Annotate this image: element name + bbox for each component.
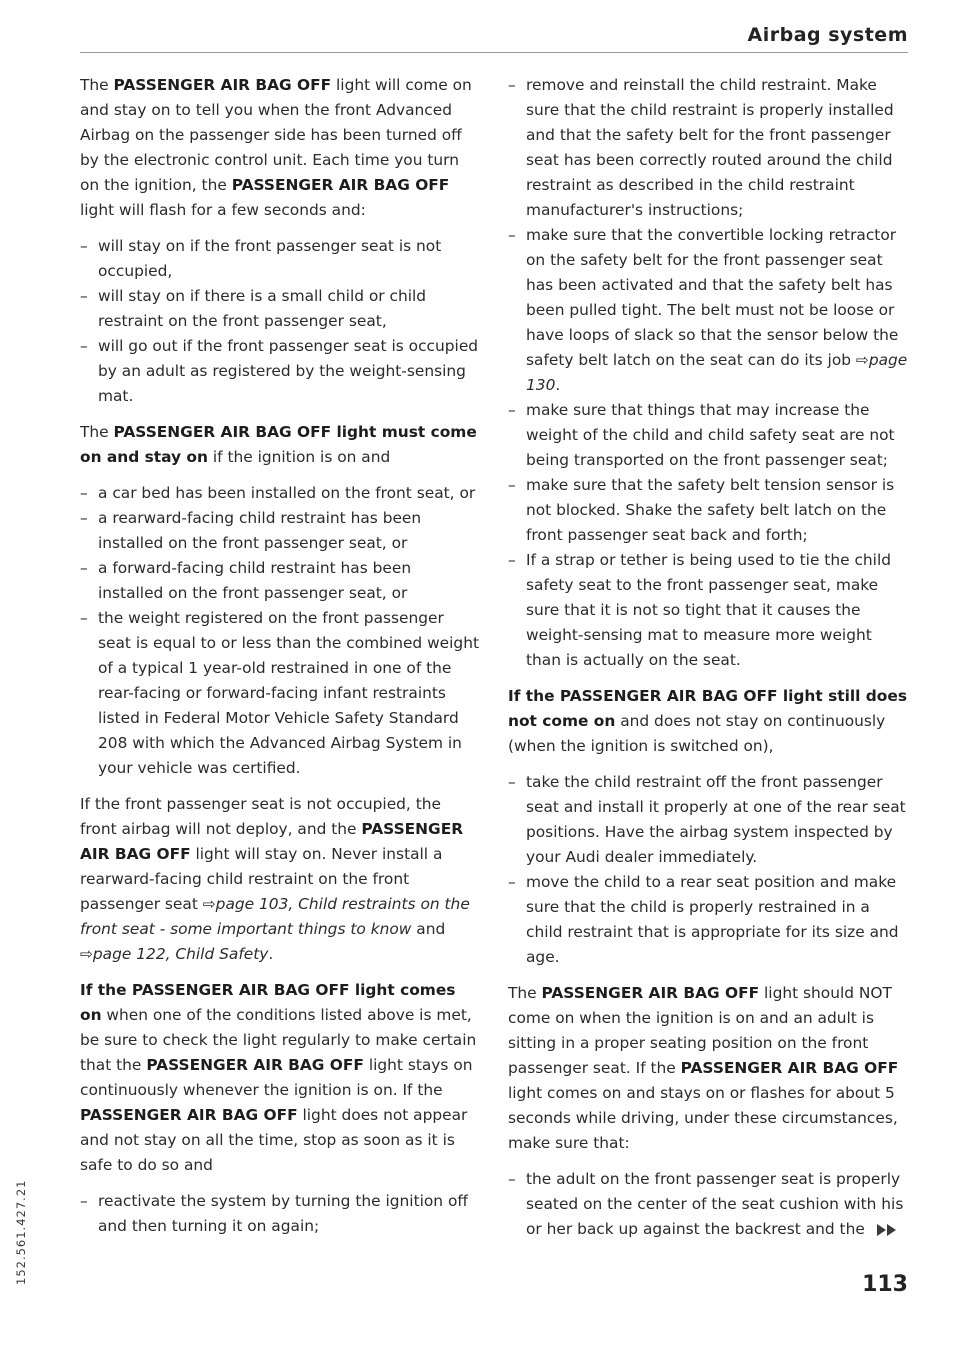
list-item: – a car bed has been installed on the front seat, or bbox=[80, 481, 480, 506]
list-adult-seated bbox=[508, 1167, 910, 1242]
list-item: – make sure that the safety belt tension sensor is not blocked. Shake the safety belt latch on the front passenger seat back and forth; bbox=[508, 473, 910, 548]
list-reactivate bbox=[80, 1189, 480, 1239]
document-code: 152.561.427.21 bbox=[14, 1179, 28, 1285]
continue-arrow-icon bbox=[887, 1224, 896, 1236]
right-column bbox=[508, 73, 910, 1253]
page-reference-link[interactable]: page 122, Child Safety bbox=[92, 945, 269, 963]
paragraph-must-stay-on: The PASSENGER AIR BAG OFF light must come on and stay on if the ignition is on and bbox=[80, 423, 477, 466]
continue-arrow-icon bbox=[877, 1224, 886, 1236]
list-light-behavior bbox=[80, 234, 480, 409]
paragraph-intro: The PASSENGER AIR BAG OFF light will come on and stay on to tell you when the front Advanced Airbag on the passenger side has been turned off by the electronic control unit. Each time you turn on the ignition, the PASSENGER AIR BAG OFF light will flash for a few seconds and: bbox=[80, 76, 472, 219]
paragraph-light-comes-on: If the PASSENGER AIR BAG OFF light comes on when one of the conditions listed above is met, be sure to check the light regularly to make certain that the PASSENGER AIR BAG OFF light stays on continuously whenever the ignition is on. If the PASSENGER AIR BAG OFF light does not appear and not stay on all the time, stop as soon as it is safe to do so and bbox=[80, 981, 477, 1174]
list-item: – a rearward-facing child restraint has been installed on the front passenger seat, or bbox=[80, 506, 480, 556]
arrow-right-icon: ⇨ bbox=[202, 895, 216, 913]
paragraph-still-not-on: If the PASSENGER AIR BAG OFF light still does not come on and does not stay on continuously (when the ignition is switched on), bbox=[508, 687, 907, 755]
list-item: – will stay on if the front passenger seat is not occupied, bbox=[80, 234, 480, 284]
list-checks bbox=[508, 73, 910, 673]
list-item: – make sure that the convertible locking retractor on the safety belt for the front passenger seat has been activated and that the safety belt has been pulled tight. The belt must not be loose or have loops of slack so that the sensor below the safety belt latch on the seat can do its job ⇨page 130. bbox=[508, 223, 910, 398]
left-column bbox=[80, 73, 480, 1250]
list-item: – a forward-facing child restraint has been installed on the front passenger seat, or bbox=[80, 556, 480, 606]
list-remedies bbox=[508, 770, 910, 970]
list-item: – will stay on if there is a small child or child restraint on the front passenger seat, bbox=[80, 284, 480, 334]
list-conditions bbox=[80, 481, 480, 781]
arrow-right-icon: ⇨ bbox=[855, 351, 869, 369]
section-title: Airbag system bbox=[747, 24, 908, 46]
list-item: – will go out if the front passenger seat is occupied by an adult as registered by the weight-sensing mat. bbox=[80, 334, 480, 409]
list-item: – If a strap or tether is being used to tie the child safety seat to the front passenger seat, make sure that it is not so tight that it causes the weight-sensing mat to measure more weight than is actually on the seat. bbox=[508, 548, 910, 673]
arrow-right-icon: ⇨ bbox=[80, 945, 93, 963]
list-item: – take the child restraint off the front passenger seat and install it properly at one of the rear seat positions. Have the airbag system inspected by your Audi dealer immediately. bbox=[508, 770, 910, 870]
list-item: – make sure that things that may increase the weight of the child and child safety seat are not being transported on the front passenger seat; bbox=[508, 398, 910, 473]
page-number: 113 bbox=[862, 1272, 908, 1297]
list-item: – the weight registered on the front passenger seat is equal to or less than the combined weight of a typical 1 year-old restrained in one of the rear-facing or forward-facing infant restraints listed in Federal Motor Vehicle Safety Standard 208 with which the Advanced Airbag System in your vehicle was certified. bbox=[80, 606, 480, 781]
list-item: – remove and reinstall the child restraint. Make sure that the child restraint is properly installed and that the safety belt for the front passenger seat has been correctly routed around the child restraint as described in the child restraint manufacturer's instructions; bbox=[508, 73, 910, 223]
page-reference-link[interactable]: page 130 bbox=[526, 351, 908, 394]
list-item: – reactivate the system by turning the ignition off and then turning it on again; bbox=[80, 1189, 480, 1239]
paragraph-should-not-come-on: The PASSENGER AIR BAG OFF light should NOT come on when the ignition is on and an adult is sitting in a proper seating position on the front passenger seat. If the PASSENGER AIR BAG OFF light comes on and stays on or flashes for about 5 seconds while driving, under these circumstances, make sure that: bbox=[508, 984, 899, 1152]
list-item: – move the child to a rear seat position and make sure that the child is properly restrained in a child restraint that is appropriate for its size and age. bbox=[508, 870, 910, 970]
paragraph-not-occupied: If the front passenger seat is not occupied, the front airbag will not deploy, and the PASSENGER AIR BAG OFF light will stay on. Never install a rearward-facing child restraint on the front passenger seat ⇨page 103, Child restraints on the front seat - some important things to know and ⇨page 122, Child Safety. bbox=[80, 795, 470, 963]
header-divider bbox=[80, 52, 908, 53]
page-reference-link[interactable]: page 103, Child restraints on the front seat - some important things to know bbox=[80, 895, 470, 938]
list-item: – the adult on the front passenger seat is properly seated on the center of the seat cushion with his or her back up against the backrest and the bbox=[508, 1167, 910, 1242]
